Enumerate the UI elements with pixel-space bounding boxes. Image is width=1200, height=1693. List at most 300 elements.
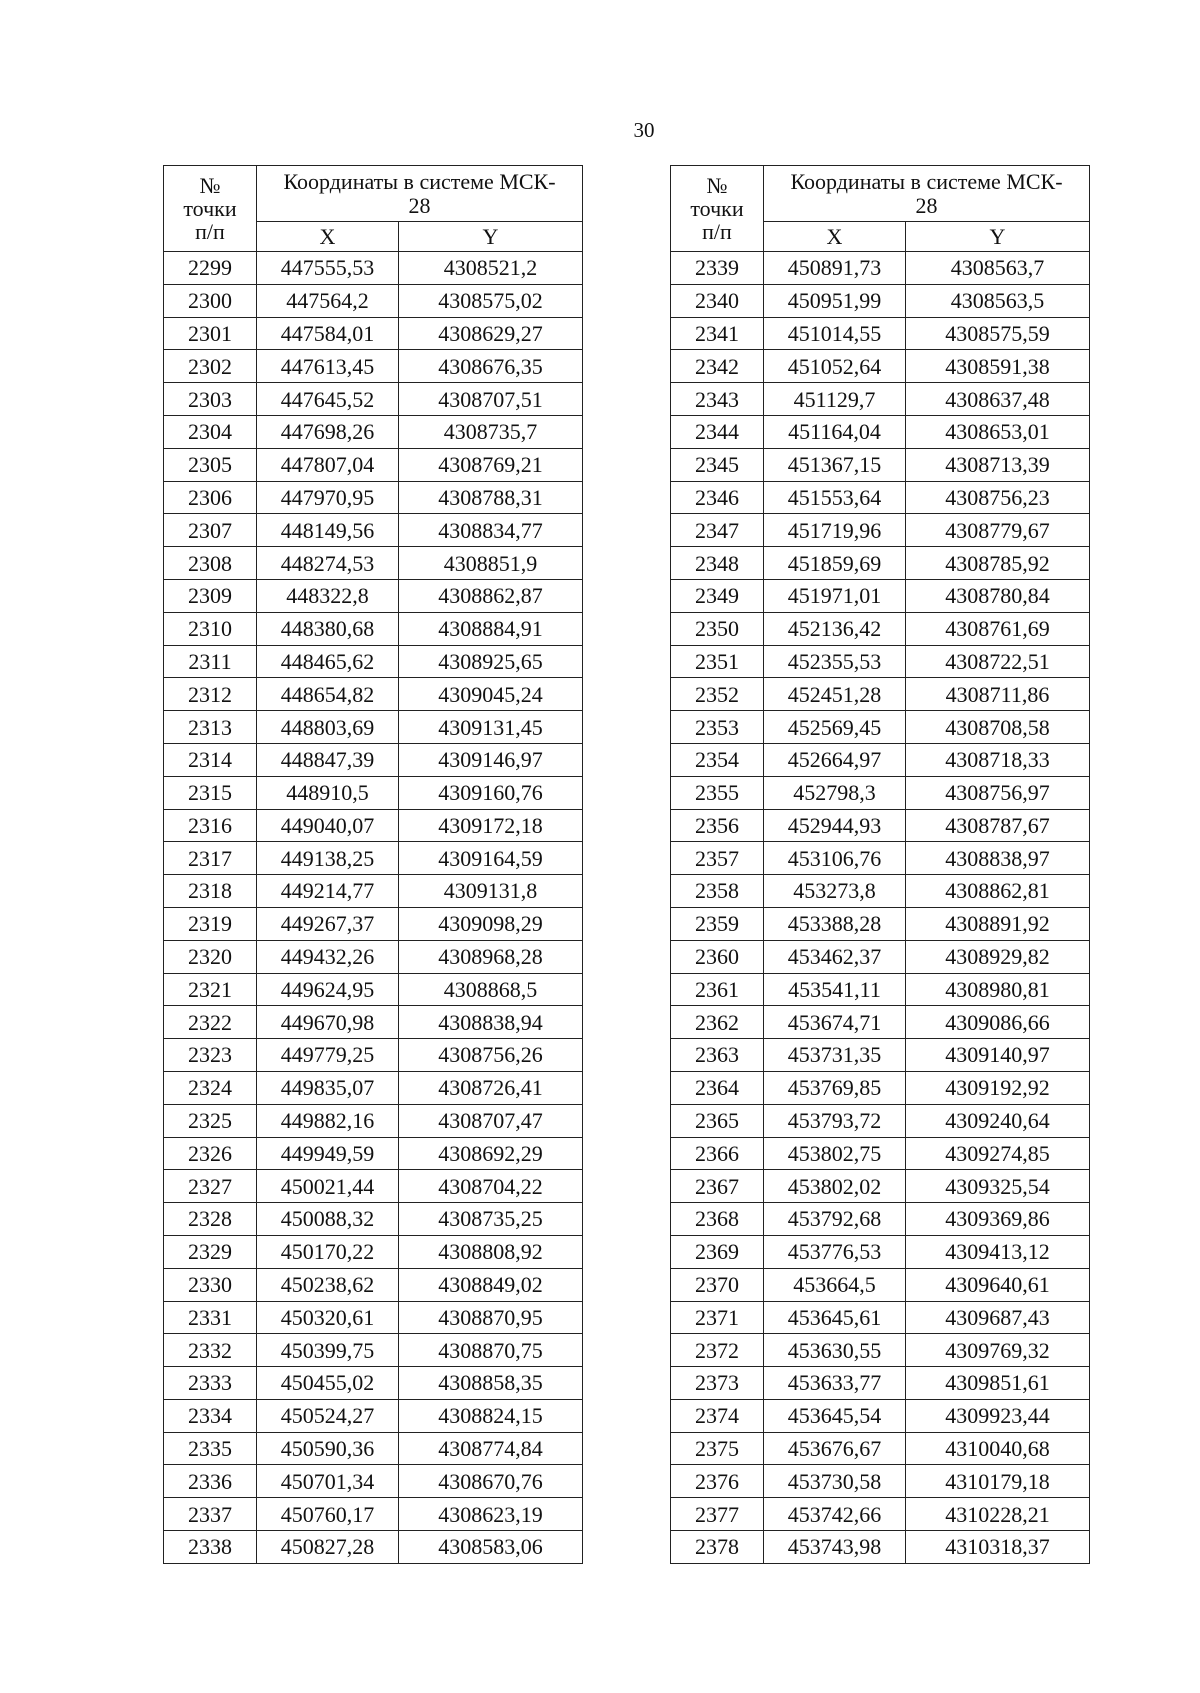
- point-number-cell: 2331: [164, 1301, 257, 1334]
- point-number-cell: 2318: [164, 875, 257, 908]
- x-column-header: X: [764, 222, 906, 252]
- x-coordinate-cell: 451859,69: [764, 547, 906, 580]
- y-coordinate-cell: 4309098,29: [399, 907, 583, 940]
- y-coordinate-cell: 4308870,75: [399, 1334, 583, 1367]
- x-coordinate-cell: 451014,55: [764, 317, 906, 350]
- x-coordinate-cell: 453676,67: [764, 1432, 906, 1465]
- x-coordinate-cell: 453776,53: [764, 1235, 906, 1268]
- y-coordinate-cell: 4308707,47: [399, 1104, 583, 1137]
- point-number-cell: 2358: [671, 875, 764, 908]
- x-coordinate-cell: 448654,82: [257, 678, 399, 711]
- point-number-cell: 2332: [164, 1334, 257, 1367]
- x-coordinate-cell: 453633,77: [764, 1367, 906, 1400]
- point-number-cell: 2344: [671, 415, 764, 448]
- y-coordinate-cell: 4308849,02: [399, 1268, 583, 1301]
- point-number-cell: 2316: [164, 809, 257, 842]
- table-row: [671, 481, 1090, 514]
- y-coordinate-cell: 4308838,97: [906, 842, 1090, 875]
- y-coordinate-cell: 4308968,28: [399, 940, 583, 973]
- point-number-cell: 2359: [671, 907, 764, 940]
- y-coordinate-cell: 4309851,61: [906, 1367, 1090, 1400]
- point-number-cell: 2306: [164, 481, 257, 514]
- point-number-cell: 2305: [164, 448, 257, 481]
- point-number-cell: 2353: [671, 711, 764, 744]
- x-coordinate-cell: 451164,04: [764, 415, 906, 448]
- x-coordinate-cell: 448274,53: [257, 547, 399, 580]
- table-row: [671, 1235, 1090, 1268]
- x-coordinate-cell: 453793,72: [764, 1104, 906, 1137]
- x-coordinate-cell: 453792,68: [764, 1203, 906, 1236]
- table-row: [164, 612, 583, 645]
- table-row: [671, 776, 1090, 809]
- x-coordinate-cell: 451719,96: [764, 514, 906, 547]
- point-number-cell: 2335: [164, 1432, 257, 1465]
- table-row: [671, 1465, 1090, 1498]
- x-coordinate-cell: 447807,04: [257, 448, 399, 481]
- point-number-cell: 2338: [164, 1531, 257, 1564]
- table-row: [671, 1432, 1090, 1465]
- table-row: [164, 252, 583, 285]
- x-coordinate-cell: 453462,37: [764, 940, 906, 973]
- point-number-cell: 2350: [671, 612, 764, 645]
- x-coordinate-cell: 450320,61: [257, 1301, 399, 1334]
- point-number-cell: 2322: [164, 1006, 257, 1039]
- y-coordinate-cell: 4308623,19: [399, 1498, 583, 1531]
- y-coordinate-cell: 4309045,24: [399, 678, 583, 711]
- y-coordinate-cell: 4308756,97: [906, 776, 1090, 809]
- x-coordinate-cell: 452798,3: [764, 776, 906, 809]
- point-number-cell: 2372: [671, 1334, 764, 1367]
- y-coordinate-cell: 4309640,61: [906, 1268, 1090, 1301]
- x-coordinate-cell: 449432,26: [257, 940, 399, 973]
- table-row: [164, 1399, 583, 1432]
- x-coordinate-cell: 452451,28: [764, 678, 906, 711]
- y-coordinate-cell: 4309923,44: [906, 1399, 1090, 1432]
- table-row: [164, 809, 583, 842]
- point-number-cell: 2330: [164, 1268, 257, 1301]
- y-coordinate-cell: 4309140,97: [906, 1039, 1090, 1072]
- table-row: [671, 973, 1090, 1006]
- y-coordinate-cell: 4308735,7: [399, 415, 583, 448]
- y-coordinate-cell: 4309131,8: [399, 875, 583, 908]
- table-row: [164, 1268, 583, 1301]
- table-row: [164, 1137, 583, 1170]
- x-coordinate-cell: 449138,25: [257, 842, 399, 875]
- x-coordinate-cell: 448380,68: [257, 612, 399, 645]
- y-coordinate-cell: 4308629,27: [399, 317, 583, 350]
- table-row: [671, 383, 1090, 416]
- point-number-cell: 2315: [164, 776, 257, 809]
- x-coordinate-cell: 449214,77: [257, 875, 399, 908]
- y-coordinate-cell: 4308722,51: [906, 645, 1090, 678]
- point-number-cell: 2343: [671, 383, 764, 416]
- table-row: [164, 415, 583, 448]
- y-coordinate-cell: 4308718,33: [906, 743, 1090, 776]
- point-number-cell: 2356: [671, 809, 764, 842]
- y-coordinate-cell: 4308870,95: [399, 1301, 583, 1334]
- table-row: [164, 1039, 583, 1072]
- x-coordinate-cell: 453730,58: [764, 1465, 906, 1498]
- y-coordinate-cell: 4309086,66: [906, 1006, 1090, 1039]
- x-coordinate-cell: 449949,59: [257, 1137, 399, 1170]
- x-coordinate-cell: 451052,64: [764, 350, 906, 383]
- y-coordinate-cell: 4308756,23: [906, 481, 1090, 514]
- coordinates-table-left: [163, 165, 583, 1564]
- point-number-cell: 2370: [671, 1268, 764, 1301]
- table-row: [671, 579, 1090, 612]
- x-coordinate-cell: 451367,15: [764, 448, 906, 481]
- point-number-cell: 2347: [671, 514, 764, 547]
- table-row: [164, 284, 583, 317]
- x-coordinate-cell: 451553,64: [764, 481, 906, 514]
- x-coordinate-cell: 453106,76: [764, 842, 906, 875]
- x-coordinate-cell: 450238,62: [257, 1268, 399, 1301]
- table-row: [164, 711, 583, 744]
- point-number-cell: 2311: [164, 645, 257, 678]
- x-coordinate-cell: 448465,62: [257, 645, 399, 678]
- x-coordinate-cell: 453388,28: [764, 907, 906, 940]
- y-coordinate-cell: 4308653,01: [906, 415, 1090, 448]
- x-coordinate-cell: 449040,07: [257, 809, 399, 842]
- y-coordinate-cell: 4309192,92: [906, 1071, 1090, 1104]
- point-number-cell: 2317: [164, 842, 257, 875]
- point-number-cell: 2300: [164, 284, 257, 317]
- coordinates-table-right: [670, 165, 1090, 1564]
- x-coordinate-cell: 453273,8: [764, 875, 906, 908]
- x-coordinate-cell: 450524,27: [257, 1399, 399, 1432]
- y-coordinate-cell: 4308761,69: [906, 612, 1090, 645]
- page-number: 30: [633, 118, 655, 142]
- point-number-cell: 2365: [671, 1104, 764, 1137]
- point-number-cell: 2360: [671, 940, 764, 973]
- table-row: [671, 1203, 1090, 1236]
- y-coordinate-cell: 4308851,9: [399, 547, 583, 580]
- y-coordinate-cell: 4308676,35: [399, 350, 583, 383]
- point-number-cell: 2319: [164, 907, 257, 940]
- table-row: [671, 1334, 1090, 1367]
- y-coordinate-cell: 4308925,65: [399, 645, 583, 678]
- point-number-cell: 2377: [671, 1498, 764, 1531]
- y-coordinate-cell: 4308868,5: [399, 973, 583, 1006]
- table-row: [671, 448, 1090, 481]
- y-coordinate-cell: 4308707,51: [399, 383, 583, 416]
- table-row: [164, 1071, 583, 1104]
- table-row: [671, 284, 1090, 317]
- y-coordinate-cell: 4308929,82: [906, 940, 1090, 973]
- x-coordinate-cell: 447555,53: [257, 252, 399, 285]
- y-coordinate-cell: 4308858,35: [399, 1367, 583, 1400]
- x-coordinate-cell: 450827,28: [257, 1531, 399, 1564]
- x-coordinate-cell: 448149,56: [257, 514, 399, 547]
- point-number-cell: 2307: [164, 514, 257, 547]
- point-number-cell: 2378: [671, 1531, 764, 1564]
- point-number-header: № точки п/п: [164, 166, 257, 252]
- x-coordinate-cell: 453802,02: [764, 1170, 906, 1203]
- x-coordinate-cell: 447564,2: [257, 284, 399, 317]
- point-number-cell: 2309: [164, 579, 257, 612]
- point-number-cell: 2320: [164, 940, 257, 973]
- table-row: [164, 1465, 583, 1498]
- x-coordinate-cell: 450088,32: [257, 1203, 399, 1236]
- table-row: [671, 678, 1090, 711]
- table-row: [164, 1203, 583, 1236]
- point-number-cell: 2348: [671, 547, 764, 580]
- y-coordinate-cell: 4308834,77: [399, 514, 583, 547]
- point-number-cell: 2328: [164, 1203, 257, 1236]
- table-row: [671, 350, 1090, 383]
- table-row: [164, 907, 583, 940]
- x-coordinate-cell: 453742,66: [764, 1498, 906, 1531]
- x-coordinate-cell: 450951,99: [764, 284, 906, 317]
- y-coordinate-cell: 4308779,67: [906, 514, 1090, 547]
- x-coordinate-cell: 447584,01: [257, 317, 399, 350]
- point-number-cell: 2321: [164, 973, 257, 1006]
- x-coordinate-cell: 449267,37: [257, 907, 399, 940]
- x-coordinate-cell: 450455,02: [257, 1367, 399, 1400]
- x-coordinate-cell: 450021,44: [257, 1170, 399, 1203]
- point-number-cell: 2324: [164, 1071, 257, 1104]
- point-number-cell: 2349: [671, 579, 764, 612]
- y-coordinate-cell: 4308891,92: [906, 907, 1090, 940]
- x-coordinate-cell: 452569,45: [764, 711, 906, 744]
- table-row: [164, 1367, 583, 1400]
- x-coordinate-cell: 453802,75: [764, 1137, 906, 1170]
- table-row: [671, 415, 1090, 448]
- table-row: [164, 678, 583, 711]
- y-coordinate-cell: 4309369,86: [906, 1203, 1090, 1236]
- table-row: [164, 514, 583, 547]
- table-row: [164, 1235, 583, 1268]
- table-row: [671, 907, 1090, 940]
- table-row: [671, 1006, 1090, 1039]
- point-number-cell: 2346: [671, 481, 764, 514]
- x-coordinate-cell: 450891,73: [764, 252, 906, 285]
- y-coordinate-cell: 4309131,45: [399, 711, 583, 744]
- table-row: [164, 317, 583, 350]
- y-coordinate-cell: 4308838,94: [399, 1006, 583, 1039]
- point-number-cell: 2368: [671, 1203, 764, 1236]
- point-number-cell: 2341: [671, 317, 764, 350]
- table-row: [164, 973, 583, 1006]
- point-number-cell: 2376: [671, 1465, 764, 1498]
- y-coordinate-cell: 4308711,86: [906, 678, 1090, 711]
- y-coordinate-cell: 4308769,21: [399, 448, 583, 481]
- table-row: [164, 1531, 583, 1564]
- y-coordinate-cell: 4309769,32: [906, 1334, 1090, 1367]
- x-coordinate-cell: 448847,39: [257, 743, 399, 776]
- point-number-cell: 2366: [671, 1137, 764, 1170]
- x-coordinate-cell: 449835,07: [257, 1071, 399, 1104]
- y-coordinate-cell: 4310228,21: [906, 1498, 1090, 1531]
- x-coordinate-cell: 452136,42: [764, 612, 906, 645]
- table-row: [671, 743, 1090, 776]
- x-coordinate-cell: 447645,52: [257, 383, 399, 416]
- point-number-cell: 2352: [671, 678, 764, 711]
- point-number-cell: 2312: [164, 678, 257, 711]
- y-coordinate-cell: 4310179,18: [906, 1465, 1090, 1498]
- table-row: [164, 448, 583, 481]
- y-coordinate-cell: 4308787,67: [906, 809, 1090, 842]
- point-number-cell: 2364: [671, 1071, 764, 1104]
- x-coordinate-cell: 450760,17: [257, 1498, 399, 1531]
- point-number-cell: 2345: [671, 448, 764, 481]
- table-row: [164, 776, 583, 809]
- x-column-header: X: [257, 222, 399, 252]
- table-row: [671, 940, 1090, 973]
- table-row: [164, 1170, 583, 1203]
- point-number-cell: 2340: [671, 284, 764, 317]
- x-coordinate-cell: 447698,26: [257, 415, 399, 448]
- x-coordinate-cell: 453664,5: [764, 1268, 906, 1301]
- y-column-header: Y: [906, 222, 1090, 252]
- table-row: [671, 1531, 1090, 1564]
- table-row: [164, 743, 583, 776]
- table-row: [671, 1071, 1090, 1104]
- y-coordinate-cell: 4308583,06: [399, 1531, 583, 1564]
- x-coordinate-cell: 452355,53: [764, 645, 906, 678]
- point-number-cell: 2310: [164, 612, 257, 645]
- point-number-cell: 2301: [164, 317, 257, 350]
- point-number-cell: 2351: [671, 645, 764, 678]
- table-row: [671, 645, 1090, 678]
- y-coordinate-cell: 4308563,5: [906, 284, 1090, 317]
- y-coordinate-cell: 4308692,29: [399, 1137, 583, 1170]
- y-coordinate-cell: 4308980,81: [906, 973, 1090, 1006]
- point-number-cell: 2342: [671, 350, 764, 383]
- x-coordinate-cell: 450399,75: [257, 1334, 399, 1367]
- coordinates-header: Координаты в системе МСК- 28: [764, 166, 1090, 222]
- y-coordinate-cell: 4309146,97: [399, 743, 583, 776]
- point-number-cell: 2357: [671, 842, 764, 875]
- table-row: [164, 1006, 583, 1039]
- y-coordinate-cell: 4308591,38: [906, 350, 1090, 383]
- y-coordinate-cell: 4308637,48: [906, 383, 1090, 416]
- y-coordinate-cell: 4308708,58: [906, 711, 1090, 744]
- table-row: [164, 383, 583, 416]
- point-number-cell: 2308: [164, 547, 257, 580]
- x-coordinate-cell: 452944,93: [764, 809, 906, 842]
- y-coordinate-cell: 4308713,39: [906, 448, 1090, 481]
- point-number-cell: 2361: [671, 973, 764, 1006]
- table-row: [164, 875, 583, 908]
- y-coordinate-cell: 4308735,25: [399, 1203, 583, 1236]
- x-coordinate-cell: 452664,97: [764, 743, 906, 776]
- table-row: [164, 481, 583, 514]
- y-coordinate-cell: 4310040,68: [906, 1432, 1090, 1465]
- point-number-cell: 2302: [164, 350, 257, 383]
- x-coordinate-cell: 449882,16: [257, 1104, 399, 1137]
- x-coordinate-cell: 450170,22: [257, 1235, 399, 1268]
- point-number-cell: 2355: [671, 776, 764, 809]
- table-row: [671, 1104, 1090, 1137]
- point-number-cell: 2327: [164, 1170, 257, 1203]
- y-coordinate-cell: 4308756,26: [399, 1039, 583, 1072]
- table-row: [671, 711, 1090, 744]
- x-coordinate-cell: 453645,54: [764, 1399, 906, 1432]
- table-row: [671, 842, 1090, 875]
- x-coordinate-cell: 450590,36: [257, 1432, 399, 1465]
- point-number-cell: 2367: [671, 1170, 764, 1203]
- y-coordinate-cell: 4308862,81: [906, 875, 1090, 908]
- point-number-cell: 2363: [671, 1039, 764, 1072]
- x-coordinate-cell: 449670,98: [257, 1006, 399, 1039]
- x-coordinate-cell: 447970,95: [257, 481, 399, 514]
- x-coordinate-cell: 449779,25: [257, 1039, 399, 1072]
- x-coordinate-cell: 453674,71: [764, 1006, 906, 1039]
- point-number-header: № точки п/п: [671, 166, 764, 252]
- x-coordinate-cell: 453769,85: [764, 1071, 906, 1104]
- point-number-cell: 2325: [164, 1104, 257, 1137]
- x-coordinate-cell: 451129,7: [764, 383, 906, 416]
- y-coordinate-cell: 4309413,12: [906, 1235, 1090, 1268]
- coordinates-header: Координаты в системе МСК- 28: [257, 166, 583, 222]
- y-coordinate-cell: 4308521,2: [399, 252, 583, 285]
- x-coordinate-cell: 448910,5: [257, 776, 399, 809]
- table-row: [671, 875, 1090, 908]
- table-row: [164, 1498, 583, 1531]
- y-coordinate-cell: 4308774,84: [399, 1432, 583, 1465]
- point-number-cell: 2337: [164, 1498, 257, 1531]
- point-number-cell: 2371: [671, 1301, 764, 1334]
- point-number-cell: 2339: [671, 252, 764, 285]
- table-row: [164, 940, 583, 973]
- point-number-cell: 2373: [671, 1367, 764, 1400]
- x-coordinate-cell: 453645,61: [764, 1301, 906, 1334]
- x-coordinate-cell: 448322,8: [257, 579, 399, 612]
- table-row: [671, 1170, 1090, 1203]
- table-row: [671, 1137, 1090, 1170]
- x-coordinate-cell: 453630,55: [764, 1334, 906, 1367]
- y-coordinate-cell: 4308575,02: [399, 284, 583, 317]
- x-coordinate-cell: 450701,34: [257, 1465, 399, 1498]
- y-column-header: Y: [399, 222, 583, 252]
- x-coordinate-cell: 453743,98: [764, 1531, 906, 1564]
- table-row: [671, 514, 1090, 547]
- point-number-cell: 2299: [164, 252, 257, 285]
- table-row: [164, 350, 583, 383]
- table-row: [671, 1498, 1090, 1531]
- point-number-cell: 2374: [671, 1399, 764, 1432]
- y-coordinate-cell: 4310318,37: [906, 1531, 1090, 1564]
- y-coordinate-cell: 4308862,87: [399, 579, 583, 612]
- y-coordinate-cell: 4309172,18: [399, 809, 583, 842]
- table-row: [164, 547, 583, 580]
- x-coordinate-cell: 448803,69: [257, 711, 399, 744]
- point-number-cell: 2303: [164, 383, 257, 416]
- y-coordinate-cell: 4308563,7: [906, 252, 1090, 285]
- y-coordinate-cell: 4309274,85: [906, 1137, 1090, 1170]
- point-number-cell: 2313: [164, 711, 257, 744]
- y-coordinate-cell: 4308575,59: [906, 317, 1090, 350]
- y-coordinate-cell: 4309164,59: [399, 842, 583, 875]
- y-coordinate-cell: 4308704,22: [399, 1170, 583, 1203]
- point-number-cell: 2336: [164, 1465, 257, 1498]
- table-row: [164, 645, 583, 678]
- y-coordinate-cell: 4308788,31: [399, 481, 583, 514]
- x-coordinate-cell: 451971,01: [764, 579, 906, 612]
- table-row: [671, 317, 1090, 350]
- y-coordinate-cell: 4308884,91: [399, 612, 583, 645]
- y-coordinate-cell: 4308780,84: [906, 579, 1090, 612]
- table-row: [164, 1104, 583, 1137]
- y-coordinate-cell: 4309687,43: [906, 1301, 1090, 1334]
- point-number-cell: 2323: [164, 1039, 257, 1072]
- x-coordinate-cell: 447613,45: [257, 350, 399, 383]
- y-coordinate-cell: 4308726,41: [399, 1071, 583, 1104]
- point-number-cell: 2329: [164, 1235, 257, 1268]
- point-number-cell: 2333: [164, 1367, 257, 1400]
- x-coordinate-cell: 449624,95: [257, 973, 399, 1006]
